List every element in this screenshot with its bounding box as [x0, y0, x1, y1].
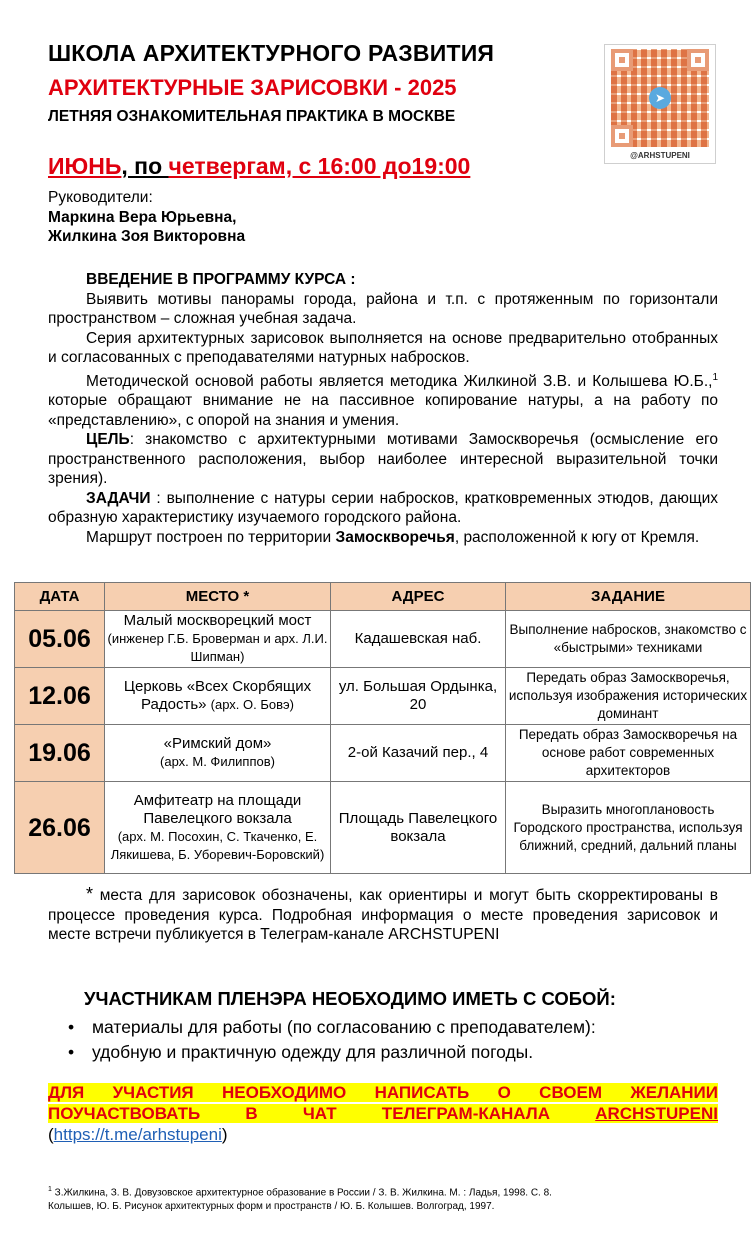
program-title: АРХИТЕКТУРНЫЕ ЗАРИСОВКИ - 2025 — [48, 75, 457, 100]
table-row — [15, 782, 751, 874]
qr-pattern — [611, 49, 709, 147]
table-row — [15, 611, 751, 668]
row-task: Передать образ Замоскворечья, используя изображения исторических доминант — [506, 668, 751, 725]
tasks-label: ЗАДАЧИ — [86, 489, 151, 507]
places-note — [48, 885, 718, 945]
qr-label: @ARHSTUPENI — [630, 151, 690, 160]
cta-line — [48, 1103, 718, 1124]
school-title: ШКОЛА АРХИТЕКТУРНОГО РАЗВИТИЯ — [48, 40, 495, 66]
supervisors-block — [48, 188, 245, 247]
footnote-text: З.Жилкина, З. В. Довузовское архитектурное образование в России / З. В. Жилкина. М. : Ладья, 1998. С. 8. — [51, 1187, 552, 1199]
note-paragraph — [48, 885, 718, 945]
schedule-table — [14, 582, 751, 874]
row-task: Передать образ Замоскворечья на основе работ современных архитекторов — [506, 725, 751, 782]
program-subtitle: ЛЕТНЯЯ ОЗНАКОМИТЕЛЬНАЯ ПРАКТИКА В МОСКВЕ — [48, 108, 456, 125]
col-header-place: МЕСТО * — [105, 583, 331, 611]
cta-text — [48, 1104, 718, 1123]
table-row — [15, 725, 751, 782]
row-date: 05.06 — [15, 611, 105, 668]
tasks-text: : выполнение с натуры серии набросков, кратковременных этюдов, дающих образную характеристику изучаемого городского района. — [48, 489, 718, 527]
intro-heading: ВВЕДЕНИЕ В ПРОГРАММУ КУРСА : — [86, 271, 356, 288]
note-asterisk: * — [86, 884, 94, 904]
bring-heading: УЧАСТНИКАМ ПЛЕНЭРА НЕОБХОДИМО ИМЕТЬ С СОБОЙ: — [84, 988, 616, 1009]
row-place — [105, 782, 331, 874]
footnote: Колышев, Ю. Б. Рисунок архитектурных форм и пространств / Ю. Б. Колышев. Волгоград, 1997. — [48, 1201, 495, 1213]
footnote-marker: 1 — [48, 1186, 52, 1193]
row-place — [105, 668, 331, 725]
method-text-cont: которые обращают внимание не на пассивное копирование натуры, а на работу по «представлению», с опорой на знания и умения. — [48, 392, 718, 429]
schedule-po: , по — [121, 153, 169, 179]
row-address: ул. Большая Ордынка, 20 — [331, 668, 506, 725]
place-name: Церковь «Всех Скорбящих Радость» — [123, 678, 312, 713]
row-place — [105, 725, 331, 782]
qr-finder-icon — [611, 49, 633, 71]
table-row — [15, 668, 751, 725]
list-item: • материалы для работы (по согласованию с преподавателем): — [66, 1015, 596, 1040]
route-area: Замоскворечья — [335, 528, 455, 546]
cta-link-line — [48, 1124, 718, 1145]
row-task: Выразить многоплановость Городского пространства, используя ближний, средний, дальний планы — [506, 782, 751, 874]
schedule-days-time: четвергам, с 16:00 до19:00 — [168, 153, 471, 179]
call-to-action — [48, 1082, 718, 1145]
tasks-paragraph — [48, 489, 718, 528]
supervisor-name: Маркина Вера Юрьевна, — [48, 208, 237, 226]
paren-close: ) — [221, 1125, 228, 1144]
method-text: Методической основой работы является методика Жилкиной З.В. и Колышева Ю.Б., — [86, 372, 713, 390]
cta-text-part: ПОУЧАСТВОВАТЬ В ЧАТ ТЕЛЕГРАМ-КАНАЛА — [48, 1104, 596, 1123]
qr-finder-icon — [687, 49, 709, 71]
paren-open: ( — [48, 1125, 54, 1144]
table-header-row — [15, 583, 751, 611]
goal-text: : знакомство с архитектурными мотивами Замоскворечья (осмысление его пространственного расположения, выбор наиболее интересной выразительной точки зрения). — [48, 431, 718, 488]
col-header-task: ЗАДАНИЕ — [506, 583, 751, 611]
col-header-address: АДРЕС — [331, 583, 506, 611]
place-architects: (арх. М. Посохин, С. Ткаченко, Е. Лякишева, Б. Уборевич-Боровский) — [110, 828, 325, 862]
qr-code[interactable] — [604, 44, 716, 164]
supervisors-label: Руководители: — [48, 189, 153, 206]
telegram-link[interactable]: https://t.me/arhstupeni — [53, 1125, 222, 1144]
channel-name: ARCHSTUPENI — [595, 1104, 718, 1123]
place-name: Амфитеатр на площади Павелецкого вокзала — [133, 791, 302, 827]
row-address: Кадашевская наб. — [331, 611, 506, 668]
row-task: Выполнение набросков, знакомство с «быстрыми» техниками — [506, 611, 751, 668]
goal-paragraph — [48, 430, 718, 489]
col-header-date: ДАТА — [15, 583, 105, 611]
place-architects: (инженер Г.Б. Броверман и арх. Л.И. Шипман) — [107, 631, 328, 664]
cta-text: ДЛЯ УЧАСТИЯ НЕОБХОДИМО НАПИСАТЬ О СВОЕМ ЖЕЛАНИИ — [48, 1083, 718, 1102]
route-text: Маршрут построен по территории — [86, 528, 336, 546]
place-name: «Римский дом» — [163, 735, 272, 752]
row-address: 2-ой Казачий пер., 4 — [331, 725, 506, 782]
place-architects: (арх. М. Филиппов) — [160, 754, 275, 769]
intro-paragraph — [48, 368, 718, 431]
place-architects: (арх. О. Бовэ) — [210, 697, 294, 712]
row-date: 12.06 — [15, 668, 105, 725]
note-text: места для зарисовок обозначены, как ориентиры и могут быть скорректированы в процессе проведения курса. Подробная информация о месте проведения зарисовок и месте встречи публикуется в Телеграм-канале ARCHSTUPENI — [48, 887, 718, 943]
row-date: 19.06 — [15, 725, 105, 782]
row-place — [105, 611, 331, 668]
goal-label: ЦЕЛЬ — [86, 431, 130, 449]
row-address: Площадь Павелецкого вокзала — [331, 782, 506, 874]
supervisor-name: Жилкина Зоя Викторовна — [48, 228, 246, 245]
route-text-cont: , расположенной к югу от Кремля. — [454, 528, 700, 546]
list-item: • удобную и практичную одежду для различной погоды. — [66, 1040, 596, 1065]
footnote-ref: 1 — [712, 371, 718, 383]
footnotes — [48, 1183, 552, 1214]
intro-paragraph: Серия архитектурных зарисовок выполняется на основе предварительно отобранных и согласованных с преподавателями натурных набросков. — [48, 329, 718, 366]
route-paragraph — [48, 528, 718, 548]
place-name: Малый москворецкий мост — [123, 612, 312, 629]
bring-list — [66, 1015, 596, 1065]
intro-section — [48, 270, 718, 547]
schedule-month: ИЮНЬ — [48, 153, 122, 179]
footnote — [48, 1183, 552, 1200]
intro-paragraph: Выявить мотивы панорамы города, района и т.п. с протяженным по горизонтали пространством – сложная учебная задача. — [48, 290, 718, 327]
schedule-line — [48, 153, 470, 180]
telegram-icon: ➤ — [649, 87, 671, 109]
qr-finder-icon — [611, 125, 633, 147]
cta-line — [48, 1082, 718, 1103]
row-date: 26.06 — [15, 782, 105, 874]
